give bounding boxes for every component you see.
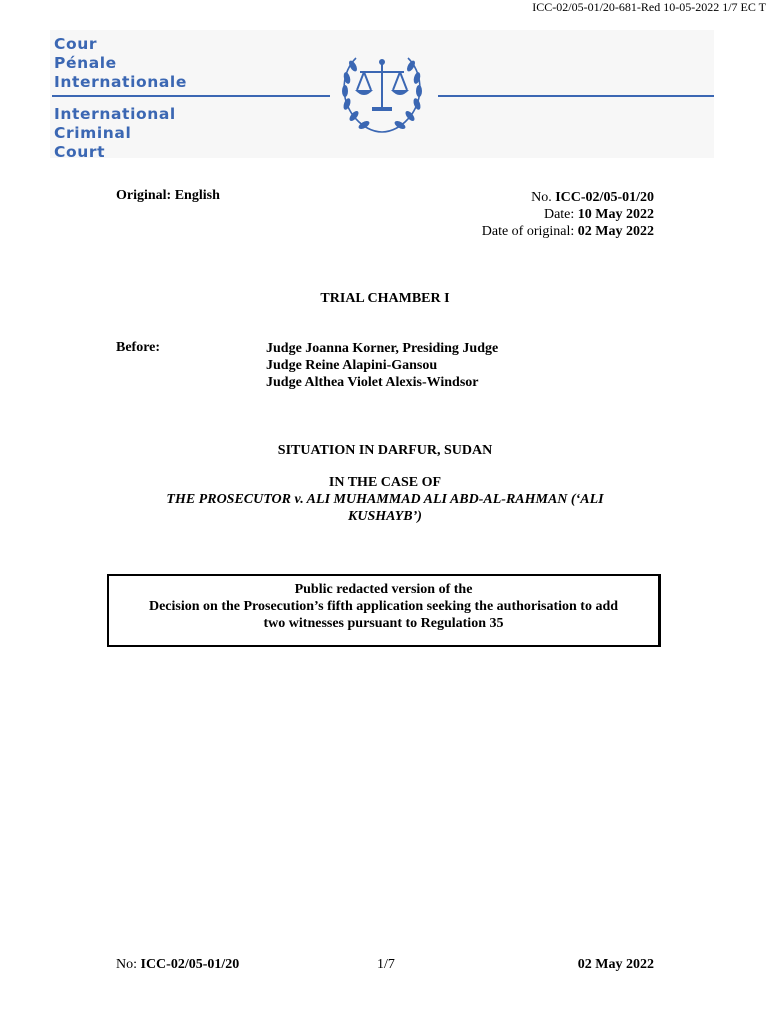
page-number: 1/7 (377, 957, 395, 972)
chamber-title: TRIAL CHAMBER I (320, 291, 450, 306)
logo-line: International (54, 105, 176, 123)
title-line: two witnesses pursuant to Regulation 35 (263, 616, 504, 631)
reference-block (334, 189, 654, 240)
case-number-line (334, 189, 654, 206)
logo-line: Cour (54, 35, 98, 53)
judge-name: Judge Reine Alapini-Gansou (266, 358, 438, 373)
title-line: Public redacted version of the (294, 582, 473, 597)
logo-line: Court (54, 143, 106, 161)
header-rule-left (52, 95, 330, 97)
footer-no-value: ICC-02/05-01/20 (140, 957, 240, 972)
logo-french-name (54, 35, 187, 92)
logo-line: Pénale (54, 54, 117, 72)
date-value: 10 May 2022 (577, 207, 654, 222)
footer-date: 02 May 2022 (577, 957, 654, 972)
footer-case-number (116, 957, 239, 973)
case-title-line: THE PROSECUTOR v. ALI MUHAMMAD ALI ABD-AL-RAHMAN (‘ALI (166, 492, 604, 507)
date-original-line (334, 223, 654, 240)
footer-no-label: No: (116, 957, 141, 972)
case-title-line: KUSHAYB’) (348, 509, 422, 524)
original-language: Original: English (116, 188, 220, 203)
before-label: Before: (116, 340, 161, 355)
case-heading: IN THE CASE OF (328, 475, 442, 490)
title-line: Decision on the Prosecution’s fifth application seeking the authorisation to add (148, 599, 619, 614)
judge-name: Judge Joanna Korner, Presiding Judge (266, 341, 499, 356)
header-rule-right (438, 95, 714, 97)
logo-line: Criminal (54, 124, 132, 142)
case-number-label: No. (531, 190, 556, 205)
judge-name: Judge Althea Violet Alexis-Windsor (266, 375, 479, 390)
logo-line: Internationale (54, 73, 187, 91)
logo-english-name (54, 105, 176, 162)
date-original-label: Date of original: (481, 224, 578, 239)
case-number: ICC-02/05-01/20 (555, 190, 654, 205)
document-stamp: ICC-02/05-01/20-681-Red 10-05-2022 1/7 EC T (532, 0, 766, 14)
date-label: Date: (543, 207, 578, 222)
situation-title: SITUATION IN DARFUR, SUDAN (277, 443, 493, 458)
date-line (334, 206, 654, 223)
document-title-box (107, 574, 661, 647)
scales-of-justice-wreath-icon (326, 44, 438, 136)
case-block (100, 474, 670, 525)
judges-list (266, 340, 498, 391)
date-original-value: 02 May 2022 (577, 224, 654, 239)
